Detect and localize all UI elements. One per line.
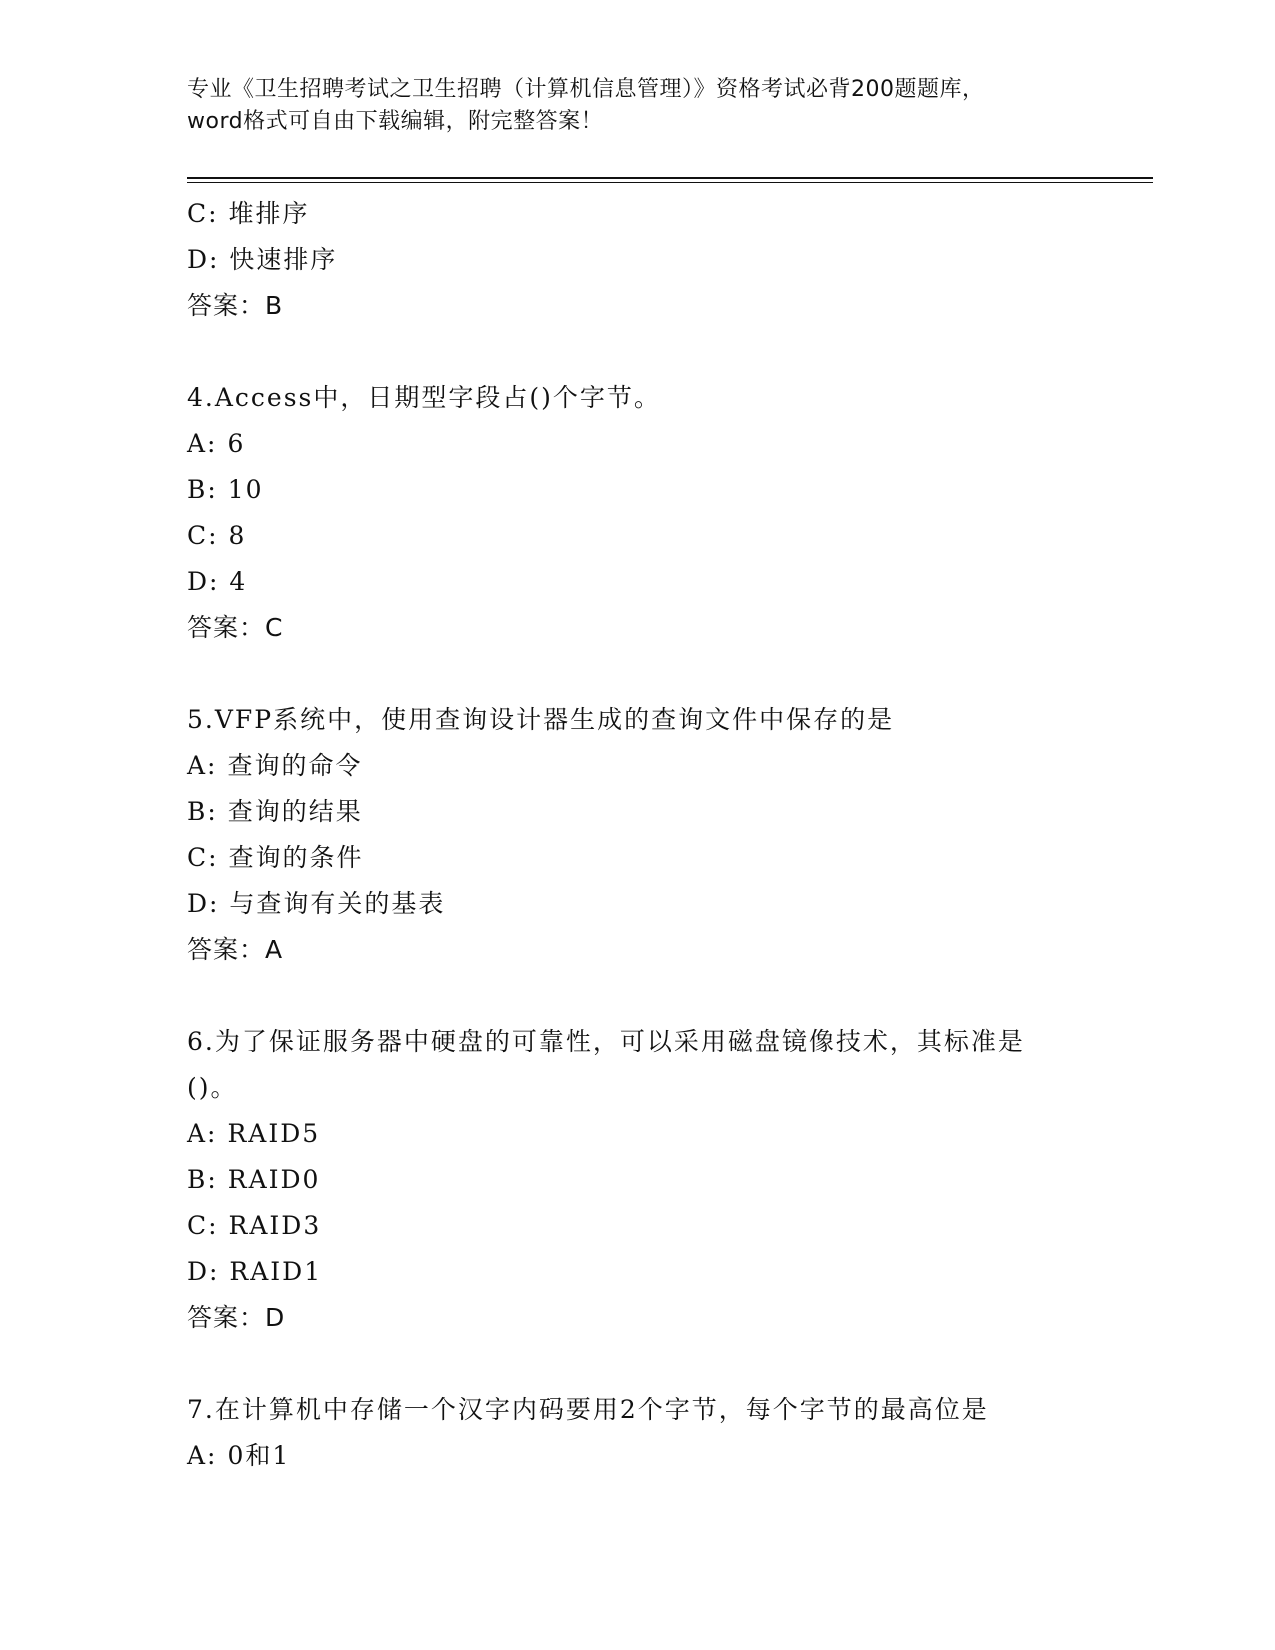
option-c bbox=[187, 835, 1087, 881]
option-text: RAID0 bbox=[227, 1165, 321, 1194]
option-letter: D: bbox=[187, 1257, 220, 1286]
option-letter: B: bbox=[187, 797, 218, 826]
option-b bbox=[187, 789, 1087, 835]
option-letter: B: bbox=[187, 475, 218, 504]
header-divider-thin bbox=[187, 182, 1153, 183]
option-letter: C: bbox=[187, 199, 219, 228]
option-letter: D: bbox=[187, 567, 220, 596]
question-stem: 7.在计算机中存储一个汉字内码要用2个字节，每个字节的最高位是 bbox=[187, 1395, 989, 1424]
spacer bbox=[187, 1341, 1087, 1387]
option-letter: A: bbox=[187, 1119, 218, 1148]
option-a bbox=[187, 1433, 1087, 1479]
question-stem: 4.Access中，日期型字段占()个字节。 bbox=[187, 383, 661, 412]
option-text: 查询的结果 bbox=[227, 797, 363, 826]
document-header bbox=[187, 74, 1087, 138]
option-text: 8 bbox=[228, 521, 247, 550]
header-divider-thick bbox=[187, 177, 1153, 179]
option-b bbox=[187, 467, 1087, 513]
option-d bbox=[187, 1249, 1087, 1295]
option-text: 6 bbox=[227, 429, 246, 458]
option-letter: C: bbox=[187, 521, 219, 550]
option-text: 查询的命令 bbox=[227, 751, 363, 780]
option-text: RAID5 bbox=[227, 1119, 321, 1148]
question-block-5 bbox=[187, 697, 1087, 973]
option-text: 0和1 bbox=[227, 1441, 291, 1470]
option-text: RAID3 bbox=[228, 1211, 322, 1240]
option-letter: A: bbox=[187, 751, 218, 780]
header-line-1: 专业《卫生招聘考试之卫生招聘（计算机信息管理）》资格考试必背200题题库， bbox=[187, 77, 985, 102]
spacer bbox=[187, 973, 1087, 1019]
prev-question-block bbox=[187, 191, 1087, 329]
option-c bbox=[187, 191, 1087, 237]
question-stem: 6.为了保证服务器中硬盘的可靠性，可以采用磁盘镜像技术，其标准是()。 bbox=[187, 1027, 1025, 1102]
option-text: 快速排序 bbox=[229, 245, 338, 274]
option-a bbox=[187, 1111, 1087, 1157]
answer-line: 答案：B bbox=[187, 291, 284, 320]
option-text: 查询的条件 bbox=[228, 843, 364, 872]
question-content bbox=[187, 191, 1087, 1479]
question-block-7 bbox=[187, 1387, 1087, 1479]
option-letter: D: bbox=[187, 889, 220, 918]
spacer bbox=[187, 329, 1087, 375]
option-letter: B: bbox=[187, 1165, 218, 1194]
answer-line: 答案：D bbox=[187, 1303, 286, 1332]
option-d bbox=[187, 881, 1087, 927]
option-text: RAID1 bbox=[229, 1257, 323, 1286]
answer-line: 答案：A bbox=[187, 935, 284, 964]
option-d bbox=[187, 237, 1087, 283]
option-c bbox=[187, 1203, 1087, 1249]
option-text: 10 bbox=[227, 475, 264, 504]
option-letter: C: bbox=[187, 843, 219, 872]
option-text: 堆排序 bbox=[228, 199, 310, 228]
spacer bbox=[187, 651, 1087, 697]
option-text: 4 bbox=[229, 567, 248, 596]
option-a bbox=[187, 743, 1087, 789]
option-d bbox=[187, 559, 1087, 605]
option-letter: A: bbox=[187, 429, 218, 458]
option-text: 与查询有关的基表 bbox=[229, 889, 446, 918]
option-letter: C: bbox=[187, 1211, 219, 1240]
option-letter: A: bbox=[187, 1441, 218, 1470]
answer-line: 答案：C bbox=[187, 613, 284, 642]
question-block-6 bbox=[187, 1019, 1087, 1341]
question-stem: 5.VFP系统中，使用查询设计器生成的查询文件中保存的是 bbox=[187, 705, 895, 734]
option-c bbox=[187, 513, 1087, 559]
option-a bbox=[187, 421, 1087, 467]
header-line-2: word格式可自由下载编辑，附完整答案！ bbox=[187, 109, 604, 134]
question-block-4 bbox=[187, 375, 1087, 651]
option-letter: D: bbox=[187, 245, 220, 274]
option-b bbox=[187, 1157, 1087, 1203]
